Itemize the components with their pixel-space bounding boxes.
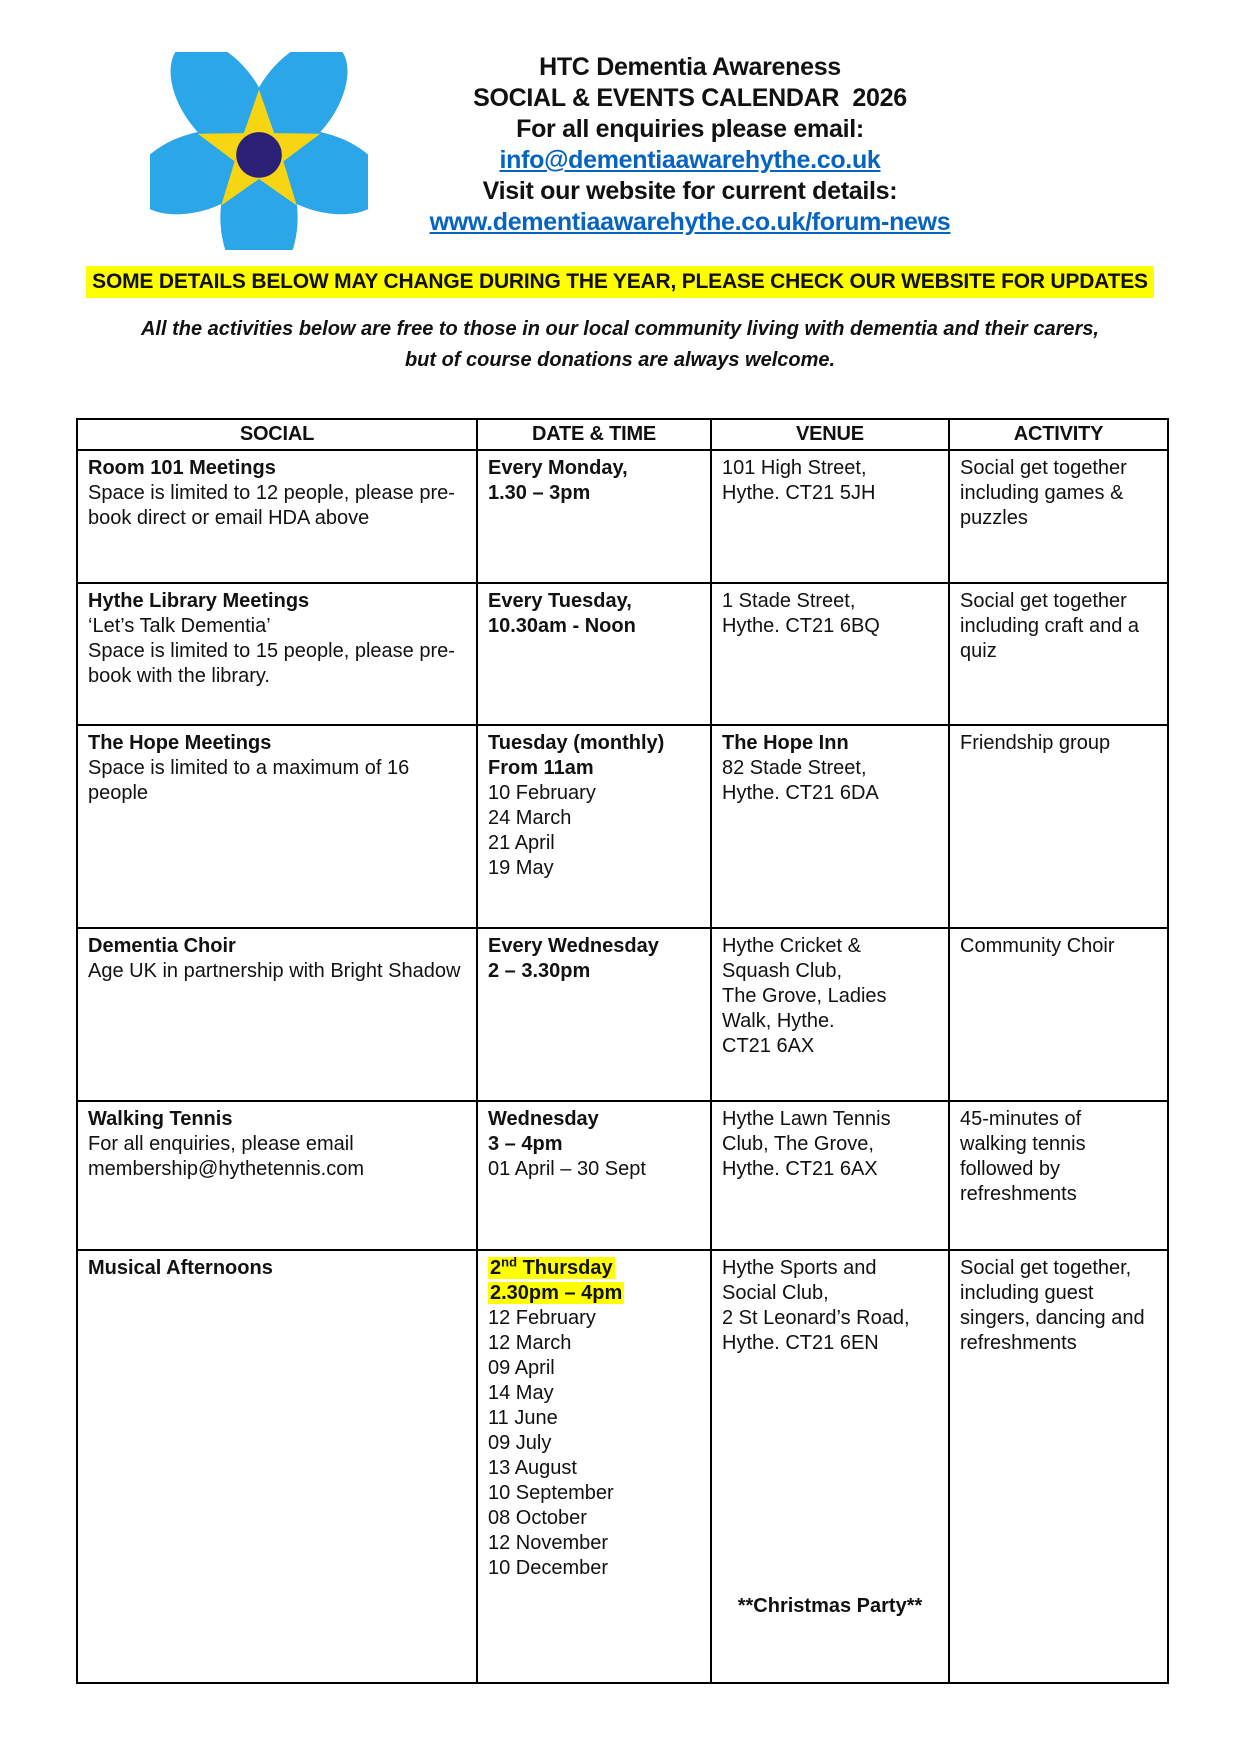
cell-venue — [711, 928, 949, 1101]
cell-line: 21 April — [488, 832, 555, 854]
flower-center — [236, 132, 282, 178]
cell-line: 09 April — [488, 1357, 555, 1379]
cell-line: 2 – 3.30pm — [488, 960, 591, 982]
cell-line: 10 February — [488, 782, 596, 804]
cell-line: 11 June — [488, 1407, 558, 1429]
cell-line: 13 August — [488, 1457, 577, 1479]
cell-venue — [711, 450, 949, 583]
page-title-line1: HTC Dementia Awareness — [539, 53, 841, 81]
cell-social — [77, 450, 477, 583]
cell-line: **Christmas Party** — [737, 1595, 923, 1617]
cell-line: book with the library. — [88, 665, 270, 687]
cell-line: Walking Tennis — [88, 1108, 233, 1130]
highlighted-text: 2nd Thursday — [490, 1254, 613, 1279]
cell-line: Dementia Choir — [88, 935, 236, 957]
cell-line: Friendship group — [960, 732, 1111, 754]
cell-line: Room 101 Meetings — [88, 457, 276, 479]
cell-social — [77, 1250, 477, 1683]
cell-line: including craft and a — [960, 615, 1140, 637]
cell-line: Hythe. CT21 5JH — [722, 482, 876, 504]
cell-line — [488, 1256, 700, 1281]
cell-line: refreshments — [960, 1183, 1077, 1205]
cell-line: 12 November — [488, 1532, 609, 1554]
cell-date — [477, 450, 711, 583]
forget-me-not-flower-icon — [150, 52, 368, 250]
website-link[interactable]: www.dementiaawarehythe.co.uk/forum-news — [429, 208, 951, 236]
cell-line: 101 High Street, — [722, 457, 867, 479]
cell-date — [477, 725, 711, 928]
cell-line: For all enquiries, please email — [88, 1133, 354, 1155]
cell-line: Hythe. CT21 6DA — [722, 782, 879, 804]
cell-social — [77, 928, 477, 1101]
cell-line: Hythe. CT21 6AX — [722, 1158, 878, 1180]
cell-line: 24 March — [488, 807, 572, 829]
events-table-body — [77, 450, 1168, 1683]
cell-date — [477, 928, 711, 1101]
cell-social — [77, 583, 477, 725]
intro-block — [0, 314, 1240, 376]
cell-social — [77, 1101, 477, 1250]
cell-line: CT21 6AX — [722, 1035, 815, 1057]
table-row — [77, 1101, 1168, 1250]
cell-line: Musical Afternoons — [88, 1257, 273, 1279]
table-row — [77, 1250, 1168, 1683]
cell-line: 19 May — [488, 857, 554, 879]
table-row — [77, 725, 1168, 928]
cell-activity — [949, 1250, 1168, 1683]
cell-line: 01 April – 30 Sept — [488, 1158, 646, 1180]
cell-activity — [949, 1101, 1168, 1250]
cell-line: book direct or email HDA above — [88, 507, 370, 529]
cell-line: Tuesday (monthly) — [488, 732, 665, 754]
cell-line — [488, 1281, 700, 1306]
cell-venue — [711, 1250, 949, 1683]
table-row — [77, 450, 1168, 583]
cell-line: including games & — [960, 482, 1124, 504]
cell-line: 1 Stade Street, — [722, 590, 856, 612]
cell-line: Walk, Hythe. — [722, 1010, 835, 1032]
cell-line: 82 Stade Street, — [722, 757, 867, 779]
cell-line: followed by — [960, 1158, 1061, 1180]
cell-line: including guest — [960, 1282, 1094, 1304]
header-block — [430, 52, 951, 238]
cell-line: Space is limited to 15 people, please pre- — [88, 640, 455, 662]
website-label: Visit our website for current details: — [482, 177, 898, 205]
cell-line: 3 – 4pm — [488, 1133, 563, 1155]
cell-line: 14 May — [488, 1382, 554, 1404]
cell-line: The Grove, Ladies — [722, 985, 887, 1007]
cell-line: The Hope Inn — [722, 732, 849, 754]
cell-social — [77, 725, 477, 928]
cell-line: Club, The Grove, — [722, 1133, 874, 1155]
cell-line: Age UK in partnership with Bright Shadow — [88, 960, 461, 982]
cell-line: 10 September — [488, 1482, 614, 1504]
cell-date — [477, 1250, 711, 1683]
table-row — [77, 928, 1168, 1101]
cell-activity — [949, 583, 1168, 725]
cell-venue — [711, 583, 949, 725]
cell-line: membership@hythetennis.com — [88, 1158, 364, 1180]
cell-venue — [711, 1101, 949, 1250]
cell-venue — [711, 725, 949, 928]
cell-line: 2 St Leonard’s Road, — [722, 1307, 910, 1329]
cell-line: The Hope Meetings — [88, 732, 272, 754]
cell-line: Social get together — [960, 457, 1127, 479]
cell-line: ‘Let’s Talk Dementia’ — [88, 615, 271, 637]
cell-line: Hythe. CT21 6BQ — [722, 615, 880, 637]
cell-line: Hythe. CT21 6EN — [722, 1332, 879, 1354]
cell-line: Squash Club, — [722, 960, 843, 982]
cell-date — [477, 583, 711, 725]
notice-row — [0, 266, 1240, 298]
cell-line: Hythe Sports and — [722, 1257, 877, 1279]
cell-activity — [949, 928, 1168, 1101]
cell-line: refreshments — [960, 1332, 1077, 1354]
cell-line: Social Club, — [722, 1282, 829, 1304]
cell-date — [477, 1101, 711, 1250]
cell-activity — [949, 725, 1168, 928]
cell-line: Every Wednesday — [488, 935, 659, 957]
cell-line: 10 December — [488, 1557, 609, 1579]
cell-line: quiz — [960, 640, 997, 662]
cell-line: 12 February — [488, 1307, 596, 1329]
intro-line1: All the activities below are free to those in our local community living with dementia and their carers, — [140, 318, 1099, 340]
cell-line: 09 July — [488, 1432, 552, 1454]
cell-line: Hythe Lawn Tennis — [722, 1108, 891, 1130]
cell-line: singers, dancing and — [960, 1307, 1145, 1329]
highlighted-text: 2.30pm – 4pm — [490, 1282, 623, 1304]
cell-line: Every Monday, — [488, 457, 628, 479]
cell-line: 45-minutes of — [960, 1108, 1082, 1130]
cell-line: Every Tuesday, — [488, 590, 632, 612]
notice-banner: SOME DETAILS BELOW MAY CHANGE DURING THE YEAR, PLEASE CHECK OUR WEBSITE FOR UPDATES — [86, 266, 1154, 298]
cell-line: 08 October — [488, 1507, 587, 1529]
cell-line: Wednesday — [488, 1108, 599, 1130]
column-header-date-time: DATE & TIME — [477, 419, 711, 450]
cell-line: Hythe Cricket & — [722, 935, 861, 957]
column-header-social: SOCIAL — [77, 419, 477, 450]
cell-line: Hythe Library Meetings — [88, 590, 310, 612]
events-table — [76, 418, 1169, 1684]
cell-line: 12 March — [488, 1332, 572, 1354]
cell-activity — [949, 450, 1168, 583]
intro-line2: but of course donations are always welcome. — [404, 349, 836, 371]
cell-line: From 11am — [488, 757, 594, 779]
page-title-line2: SOCIAL & EVENTS CALENDAR 2026 — [473, 84, 907, 112]
cell-line: 10.30am - Noon — [488, 615, 636, 637]
cell-line: Space is limited to a maximum of 16 people — [88, 757, 410, 804]
cell-line: Community Choir — [960, 935, 1115, 957]
table-header-row — [77, 419, 1168, 450]
column-header-activity: ACTIVITY — [949, 419, 1168, 450]
column-header-venue: VENUE — [711, 419, 949, 450]
cell-line: walking tennis — [960, 1133, 1086, 1155]
cell-line: 1.30 – 3pm — [488, 482, 591, 504]
cell-line: puzzles — [960, 507, 1028, 529]
cell-line: Space is limited to 12 people, please pre- — [88, 482, 455, 504]
email-label: For all enquiries please email: — [516, 115, 864, 143]
cell-line: Social get together — [960, 590, 1127, 612]
table-row — [77, 583, 1168, 725]
email-link[interactable]: info@dementiaawarehythe.co.uk — [499, 146, 881, 174]
cell-line: Social get together, — [960, 1257, 1132, 1279]
